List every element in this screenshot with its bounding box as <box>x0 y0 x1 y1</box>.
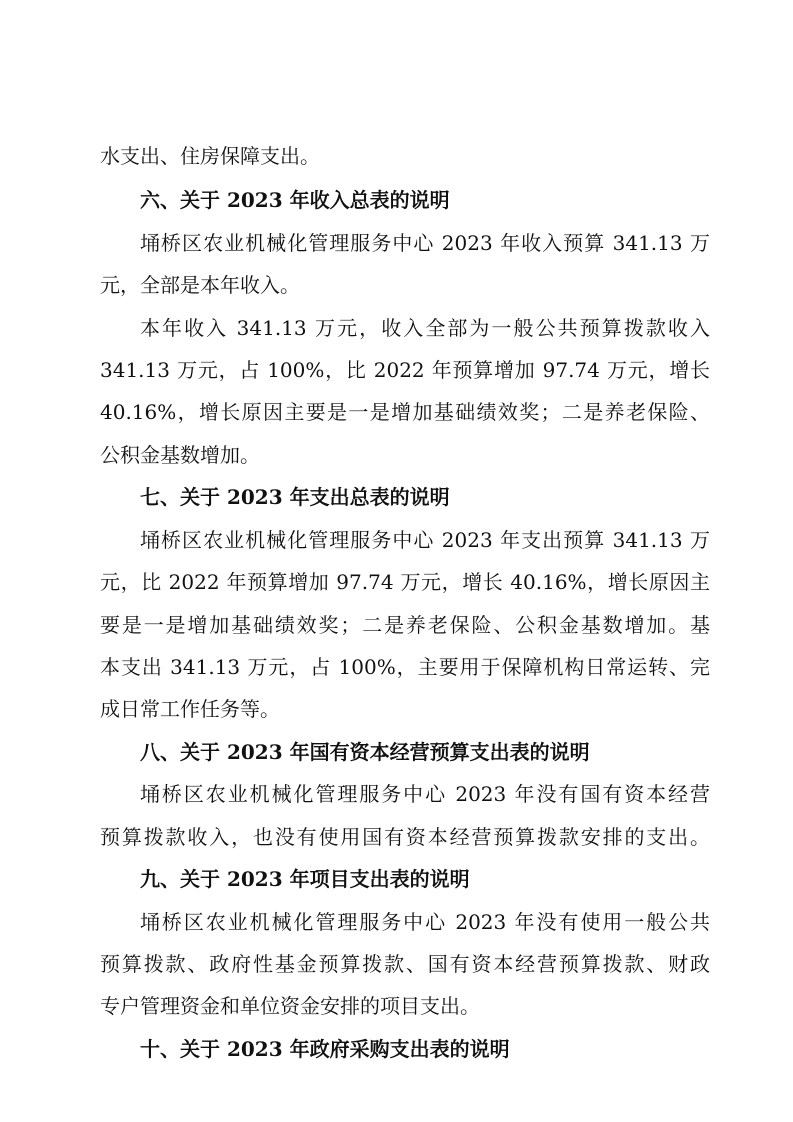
paragraph-line: 专户管理资金和单位资金安排的项目支出。 <box>100 994 480 1018</box>
section-heading-10: 十、关于 2023 年政府采购支出表的说明 <box>140 1037 510 1061</box>
section-heading-6: 六、关于 2023 年收入总表的说明 <box>140 188 450 212</box>
paragraph-line: 埇桥区农业机械化管理服务中心 2023 年收入预算 341.13 万 <box>140 231 710 255</box>
paragraph-line: 元，比 2022 年预算增加 97.74 万元，增长 40.16%，增长原因主 <box>100 570 710 594</box>
section-heading-7: 七、关于 2023 年支出总表的说明 <box>140 485 450 509</box>
paragraph-line: 本支出 341.13 万元，占 100%，主要用于保障机构日常运转、完 <box>100 655 710 679</box>
paragraph-line: 埇桥区农业机械化管理服务中心 2023 年没有国有资本经营 <box>140 782 710 806</box>
paragraph-line: 元，全部是本年收入。 <box>100 273 300 297</box>
paragraph-line: 水支出、住房保障支出。 <box>100 144 320 168</box>
paragraph-line: 公积金基数增加。 <box>100 443 260 467</box>
paragraph-line: 341.13 万元，占 100%，比 2022 年预算增加 97.74 万元，增长 <box>100 358 710 382</box>
paragraph-line: 要是一是增加基础绩效奖；二是养老保险、公积金基数增加。基 <box>100 613 710 637</box>
section-heading-8: 八、关于 2023 年国有资本经营预算支出表的说明 <box>140 740 590 764</box>
paragraph-line: 成日常工作任务等。 <box>100 697 280 721</box>
paragraph-line: 40.16%，增长原因主要是一是增加基础绩效奖；二是养老保险、 <box>100 400 710 424</box>
paragraph-line: 预算拨款收入，也没有使用国有资本经营预算拨款安排的支出。 <box>100 825 710 849</box>
paragraph-line: 埇桥区农业机械化管理服务中心 2023 年支出预算 341.13 万 <box>140 528 710 552</box>
paragraph-line: 预算拨款、政府性基金预算拨款、国有资本经营预算拨款、财政 <box>100 952 710 976</box>
paragraph-line: 埇桥区农业机械化管理服务中心 2023 年没有使用一般公共 <box>140 910 710 934</box>
section-heading-9: 九、关于 2023 年项目支出表的说明 <box>140 867 470 891</box>
paragraph-line: 本年收入 341.13 万元，收入全部为一般公共预算拨款收入 <box>140 316 710 340</box>
